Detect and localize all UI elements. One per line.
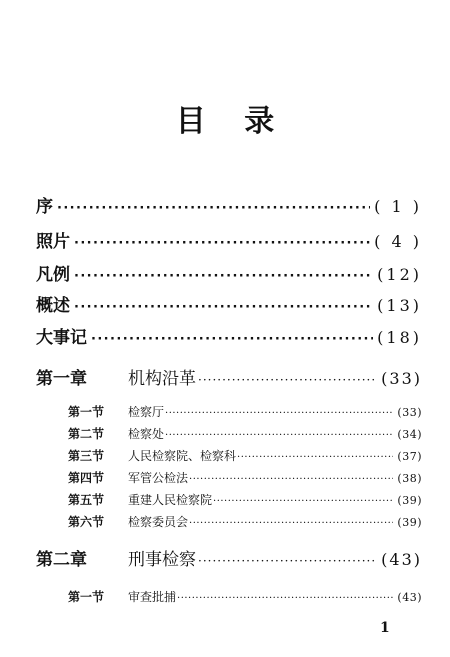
dot-leader [237,452,393,463]
toc-entry-preface[interactable] [36,192,422,217]
toc-chapter-2[interactable] [36,545,422,570]
section-number: 第三节 [68,449,105,463]
dot-leader [213,496,393,507]
dot-leader [189,474,393,485]
section-number: 第四节 [68,471,105,485]
toc-chapter-1[interactable] [36,364,422,389]
section-number: 第六节 [68,515,105,529]
dot-leader [74,269,373,284]
dot-leader [91,332,373,347]
section-page: (34) [397,428,422,441]
section-page: (39) [397,494,422,507]
section-number: 第二节 [68,427,105,441]
section-page: (38) [397,472,422,485]
toc-entry-label: 凡例 [36,265,70,285]
toc-entry-photos[interactable] [36,227,422,252]
dot-leader [57,201,370,216]
toc-entry-label: 序 [36,197,53,217]
toc-entry-page: ( 1 ) [374,197,422,216]
chapter-name: 刑事检察 [128,550,196,570]
section-name: 重建人民检察院 [128,493,213,507]
chapter-page: (33) [381,369,422,388]
chapter-page: (43) [381,550,422,569]
toc-entry-page: (13) [377,296,422,315]
section-page: (33) [397,406,422,419]
toc-entry-chronicle[interactable] [36,323,422,348]
toc-section-2-1[interactable] [68,588,422,605]
section-page: (43) [397,591,422,604]
dot-leader [165,430,393,441]
section-name: 人民检察院、检察科 [128,449,237,463]
page-number: 1 [380,620,390,636]
toc-section-1-4[interactable] [68,469,422,486]
toc-section-1-5[interactable] [68,491,422,508]
toc-section-1-3[interactable] [68,447,422,464]
chapter-number: 第二章 [36,550,87,570]
toc-entry-page: ( 4 ) [374,232,422,251]
chapter-name: 机构沿革 [128,369,196,389]
section-name: 军管公检法 [128,471,189,485]
toc-entry-page: (12) [377,265,422,284]
dot-leader [165,408,393,419]
chapter-number: 第一章 [36,369,87,389]
dot-leader [177,593,393,604]
section-name: 检察厅 [128,405,165,419]
toc-entry-label: 概述 [36,296,70,316]
page-title: 目 录 [175,104,289,139]
toc-section-1-1[interactable] [68,403,422,420]
toc-entry-overview[interactable] [36,291,422,316]
toc-entry-label: 大事记 [36,328,87,348]
section-page: (37) [397,450,422,463]
section-number: 第五节 [68,493,105,507]
toc-entry-page: (18) [377,328,422,347]
toc-section-1-2[interactable] [68,425,422,442]
section-name: 审查批捕 [128,590,177,604]
dot-leader [74,300,373,315]
section-name: 检察处 [128,427,165,441]
toc-entry-label: 照片 [36,232,70,252]
toc-entry-notes[interactable] [36,260,422,285]
section-name: 检察委员会 [128,515,189,529]
dot-leader [198,373,377,387]
dot-leader [189,518,393,529]
dot-leader [74,236,370,251]
section-number: 第一节 [68,590,105,604]
toc-section-1-6[interactable] [68,513,422,530]
section-number: 第一节 [68,405,105,419]
dot-leader [198,554,377,568]
section-page: (39) [397,516,422,529]
